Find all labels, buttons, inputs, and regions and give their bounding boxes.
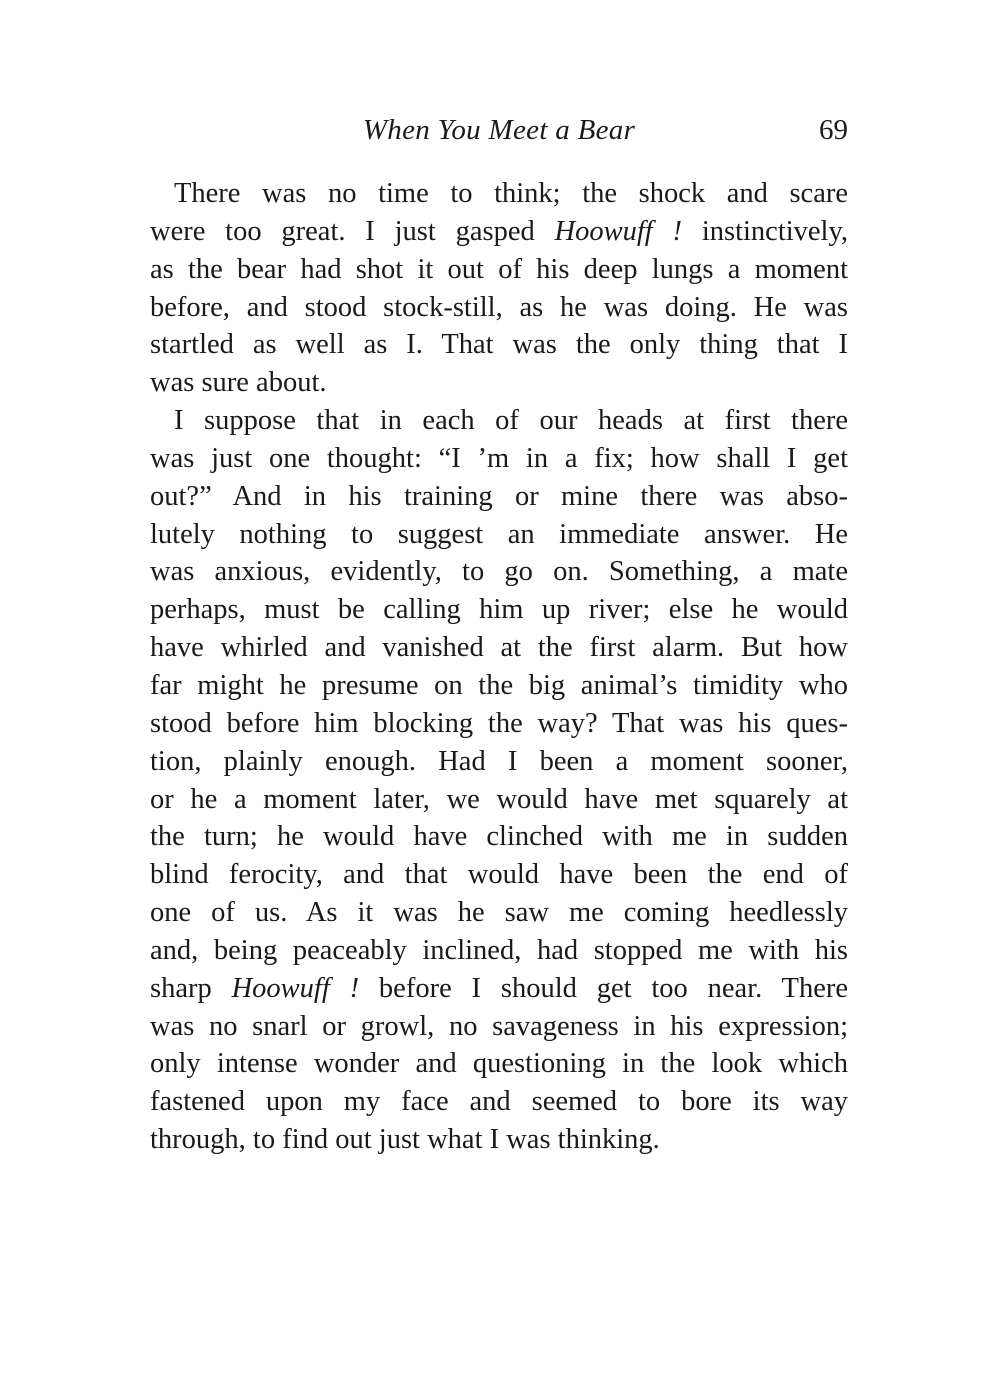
text-line	[150, 213, 848, 251]
text-line	[150, 516, 848, 554]
line-text: instinctively,	[682, 215, 848, 247]
line-text: perhaps, must be calling him up river; else he would	[150, 594, 848, 626]
text-line	[150, 478, 848, 516]
line-text: and, being peaceably inclined, had stopped me with his	[150, 934, 848, 966]
line-text: was anxious, evidently, to go on. Something, a mate	[150, 556, 848, 588]
text-line	[150, 289, 848, 327]
line-text: one of us. As it was he saw me coming heedlessly	[150, 897, 848, 929]
line-text: blind ferocity, and that would have been the end of	[150, 859, 848, 891]
text-line	[150, 818, 848, 856]
line-text: or he a moment later, we would have met squarely at	[150, 783, 848, 815]
line-text: only intense wonder and questioning in the look which	[150, 1048, 848, 1080]
line-text: before, and stood stock-still, as he was doing. He was	[150, 291, 848, 323]
running-title: When You Meet a Bear	[362, 114, 636, 146]
text-line	[150, 326, 848, 364]
line-text: the turn; he would have clinched with me in sudden	[150, 821, 848, 853]
text-line	[150, 743, 848, 781]
line-text: There was no time to think; the shock and scare	[174, 178, 848, 209]
italic-word: Hoowuff !	[554, 215, 683, 247]
line-text: startled as well as I. That was the only thing that I	[150, 329, 848, 361]
text-line	[150, 364, 848, 402]
text-line	[150, 1045, 848, 1083]
line-text: as the bear had shot it out of his deep lungs a moment	[150, 253, 848, 285]
text-line	[150, 553, 848, 591]
running-head	[150, 108, 848, 152]
line-text: was no snarl or growl, no savageness in his expression;	[150, 1010, 848, 1042]
text-line	[150, 175, 848, 213]
text-line	[150, 856, 848, 894]
line-text: tion, plainly enough. Had I been a moment sooner,	[150, 745, 848, 777]
text-line	[150, 1008, 848, 1046]
line-text: I suppose that in each of our heads at first there	[174, 405, 848, 437]
text-line	[150, 970, 848, 1008]
page-number: 69	[819, 114, 848, 146]
line-text: through, to find out just what I was thinking.	[150, 1124, 660, 1156]
line-text: sharp	[150, 972, 232, 1004]
line-text: have whirled and vanished at the first alarm. But how	[150, 632, 848, 664]
line-text: before I should get too near. There	[359, 972, 849, 1004]
text-line	[150, 1121, 848, 1159]
body-text	[150, 175, 848, 1159]
line-text: was just one thought: “I ’m in a fix; how shall I get	[150, 442, 848, 474]
line-text: were too great. I just gasped	[150, 215, 555, 247]
line-text: out?” And in his training or mine there was abso-	[150, 480, 848, 512]
text-line	[150, 667, 848, 705]
line-text: lutely nothing to suggest an immediate answer. He	[150, 518, 848, 550]
text-line	[150, 932, 848, 970]
text-line	[150, 1083, 848, 1121]
line-text: far might he presume on the big animal’s timidity who	[150, 669, 848, 701]
text-line	[150, 705, 848, 743]
text-line	[150, 894, 848, 932]
line-text: was sure about.	[150, 367, 327, 399]
text-line	[150, 251, 848, 289]
text-line	[150, 402, 848, 440]
line-text: fastened upon my face and seemed to bore its way	[150, 1086, 848, 1118]
text-line	[150, 781, 848, 819]
text-line	[150, 629, 848, 667]
text-line	[150, 591, 848, 629]
italic-word: Hoowuff !	[231, 972, 360, 1004]
line-text: stood before him blocking the way? That was his ques-	[150, 707, 848, 739]
text-line	[150, 440, 848, 478]
